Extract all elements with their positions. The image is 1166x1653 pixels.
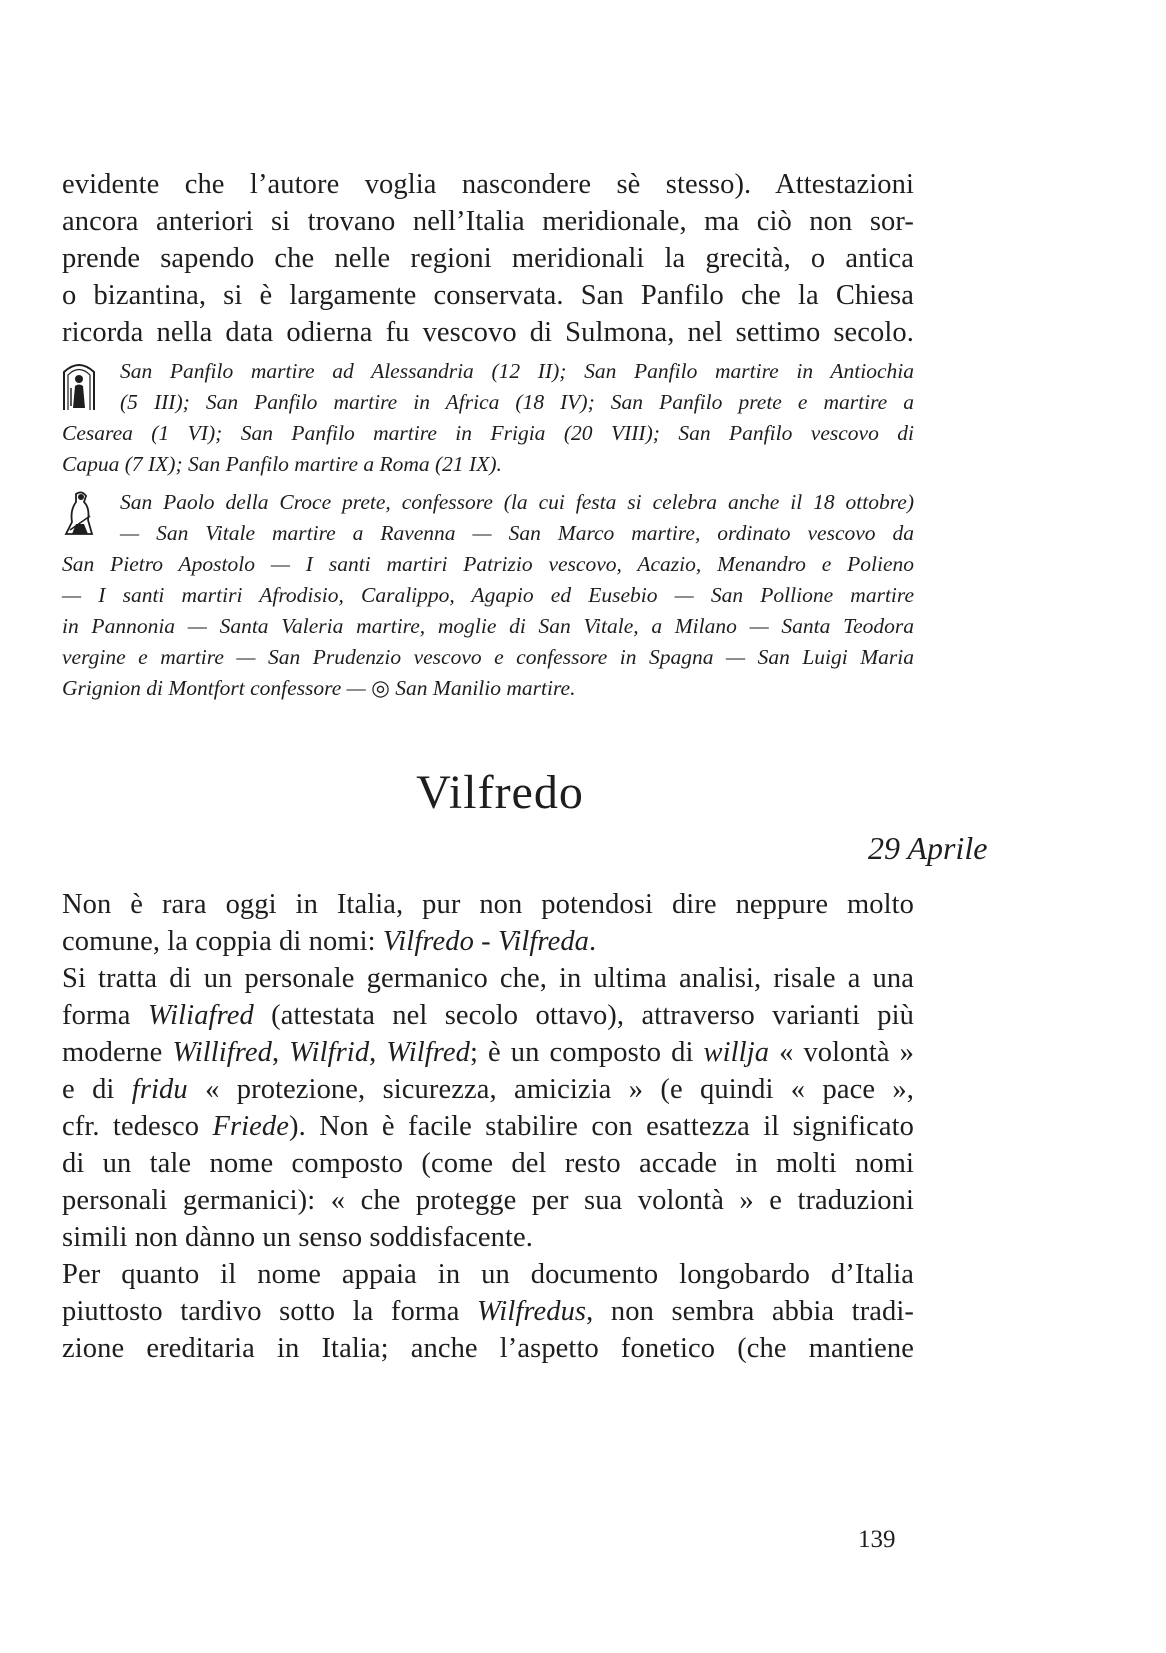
text-line [62, 1034, 914, 1071]
text-line [62, 923, 914, 960]
text-line: evidente che l’autore voglia nascondere sè stesso). Attestazioni [62, 169, 914, 200]
text-line [62, 1108, 914, 1145]
text-run: Per quanto il nome appaia in un documento longobardo d’Italia [62, 1259, 914, 1290]
italic-word: fridu [131, 1074, 188, 1105]
text-run: Non è rara oggi in Italia, pur non potendosi dire neppure molto [62, 889, 914, 920]
text-line: ricorda nella data odierna fu vescovo di Sulmona, nel settimo secolo. [62, 317, 914, 348]
text-run: zione ereditaria in Italia; anche l’aspetto fonetico (che mantiene [62, 1333, 914, 1364]
text-line: (5 III); San Panfilo martire in Africa (18 IV); San Panfilo prete e martire a [120, 390, 914, 414]
text-line: Capua (7 IX); San Panfilo martire a Roma (21 IX). [62, 452, 502, 476]
italic-word: Wilfred [386, 1037, 470, 1068]
text-run: ). Non è facile stabilire con esattezza il significato [289, 1111, 914, 1142]
text-run: simili non dànno un senso soddisfacente. [62, 1222, 534, 1253]
text-line: San Panfilo martire ad Alessandria (12 II); San Panfilo martire in Antiochia [120, 359, 914, 383]
page-number: 139 [858, 1526, 896, 1553]
text-run: e di [62, 1074, 132, 1105]
text-line: ancora anteriori si trovano nell’Italia meridionale, ma ciò non sor- [62, 206, 914, 237]
text-run: forma [62, 1000, 148, 1031]
text-run: . [589, 926, 597, 957]
text-line: o bizantina, si è largamente conservata. San Panfilo che la Chiesa [62, 280, 914, 311]
text-line: San Pietro Apostolo — I santi martiri Patrizio vescovo, Acazio, Menandro e Polieno [62, 552, 914, 576]
text-run: comune, la coppia di nomi: [62, 926, 383, 957]
text-line: prende sapendo che nelle regioni meridionali la grecità, o antica [62, 243, 914, 274]
text-line [62, 960, 914, 997]
text-line: vergine e martire — San Prudenzio vescovo e confessore in Spagna — San Luigi Maria [62, 645, 914, 669]
text-line [62, 1182, 914, 1219]
text-line [62, 1293, 914, 1330]
other-saints-same-name [62, 356, 914, 480]
italic-word: Vilfreda [497, 926, 590, 957]
text-run: « protezione, sicurezza, amicizia » (e quindi « pace », [187, 1074, 914, 1105]
text-line: Cesarea (1 VI); San Panfilo martire in Frigia (20 VIII); San Panfilo vescovo di [62, 421, 914, 445]
text-run: moderne [62, 1037, 173, 1068]
text-run: - [473, 926, 498, 957]
text-line [62, 886, 914, 923]
saints-of-the-day [62, 487, 914, 704]
text-line: San Paolo della Croce prete, confessore (la cui festa si celebra anche il 18 ottobre) [120, 490, 914, 514]
text-line: Grignion di Montfort confessore — ◎ San Manilio martire. [62, 676, 576, 700]
text-run: , non sembra abbia tradi- [586, 1296, 914, 1327]
text-run: (attestata nel secolo ottavo), attraverso varianti più [253, 1000, 914, 1031]
text-line [62, 1219, 914, 1256]
feast-date: 29 Aprile [868, 830, 988, 866]
italic-word: Wilfredus [477, 1296, 587, 1327]
entry-title: Vilfredo [416, 766, 584, 819]
italic-word: Friede [212, 1111, 290, 1142]
italic-word: Wilfrid [289, 1037, 370, 1068]
text-run: , [272, 1037, 290, 1068]
intro-paragraph [62, 166, 914, 351]
text-line: in Pannonia — Santa Valeria martire, moglie di San Vitale, a Milano — Santa Teodora [62, 614, 914, 638]
italic-word: willja [703, 1037, 770, 1068]
text-line [62, 1330, 914, 1367]
text-run: cfr. tedesco [62, 1111, 213, 1142]
text-run: personali germanici): « che protegge per sua volontà » e traduzioni [62, 1185, 914, 1216]
entry-paragraph [62, 886, 914, 1367]
italic-word: Wiliafred [147, 1000, 254, 1031]
italic-word: Willifred [172, 1037, 273, 1068]
text-run: « volontà » [769, 1037, 915, 1068]
text-line: — San Vitale martire a Ravenna — San Marco martire, ordinato vescovo da [120, 521, 914, 545]
text-line: — I santi martiri Afrodisio, Caralippo, Agapio ed Eusebio — San Pollione martire [62, 583, 914, 607]
text-run: ; è un composto di [469, 1037, 704, 1068]
text-run: , [369, 1037, 387, 1068]
text-run: piuttosto tardivo sotto la forma [62, 1296, 478, 1327]
text-line [62, 1256, 914, 1293]
text-line [62, 1145, 914, 1182]
text-line [62, 1071, 914, 1108]
text-line [62, 997, 914, 1034]
italic-word: Vilfredo [382, 926, 474, 957]
text-run: Si tratta di un personale germanico che, in ultima analisi, risale a una [62, 963, 914, 994]
text-run: di un tale nome composto (come del resto accade in molti nomi [62, 1148, 914, 1179]
